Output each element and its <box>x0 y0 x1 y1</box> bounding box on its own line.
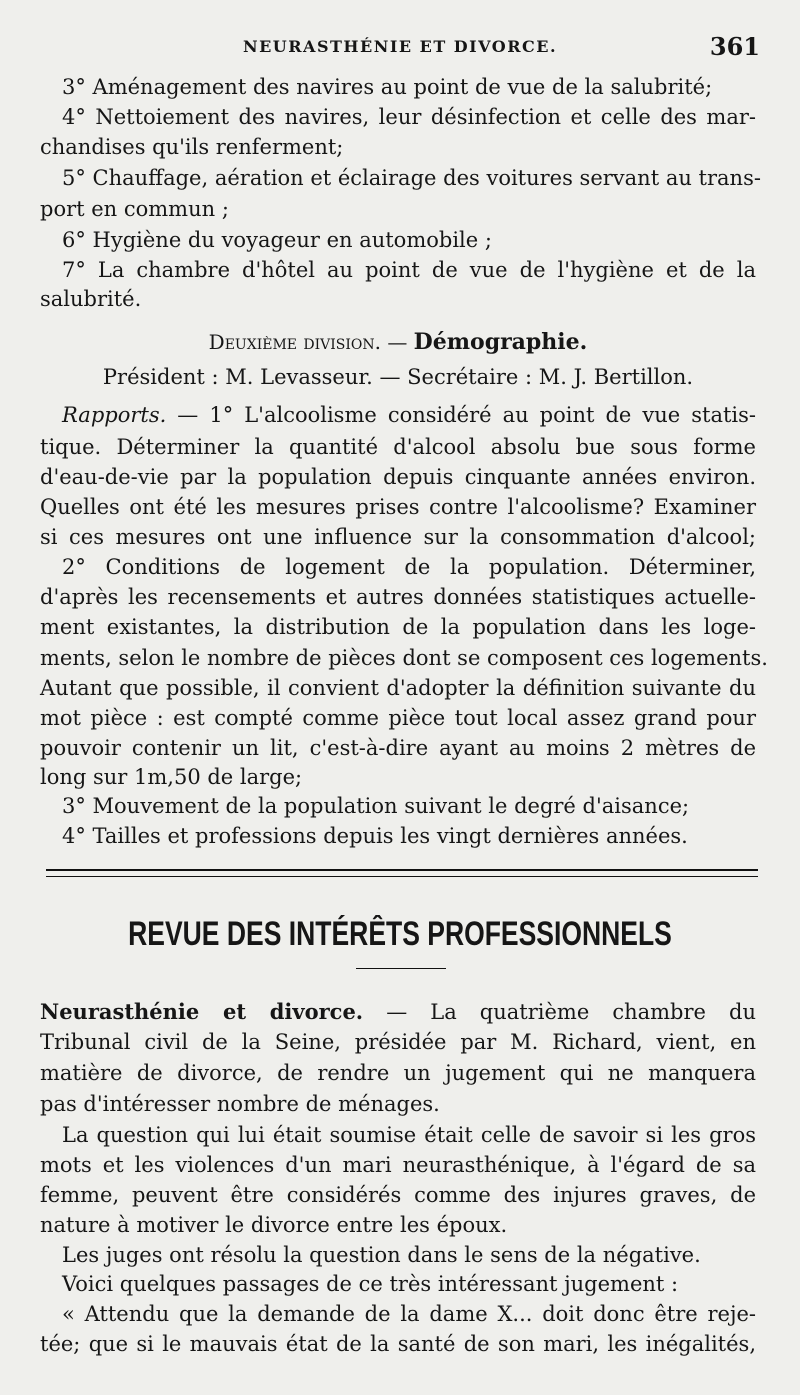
list-item-5-cont: port en commun ; <box>40 197 229 221</box>
article-lead-bold: Neurasthénie et divorce. <box>40 999 364 1024</box>
article-line: mots et les violences d'un mari neurasthénique, à l'égard de sa <box>40 1153 756 1177</box>
rapports-line: ment existantes, la distribution de la population dans les loge- <box>40 615 756 639</box>
rapports-line: Autant que possible, il convient d'adopter la définition suivante du <box>40 676 756 700</box>
article-line: pas d'intéresser nombre de ménages. <box>40 1092 440 1116</box>
article-line: « Attendu que la demande de la dame X... doit donc être reje- <box>62 1302 756 1326</box>
rapports-line: si ces mesures ont une influence sur la consommation d'alcool; <box>40 525 756 549</box>
article-line: tée; que si le mauvais état de la santé de son mari, les inégalités, <box>40 1332 756 1356</box>
rapports-label: Rapports. <box>62 403 167 427</box>
rapports-line: 3° Mouvement de la population suivant le degré d'aisance; <box>62 794 690 818</box>
page-header <box>40 32 760 62</box>
rapports-line: ments, selon le nombre de pièces dont se composent ces logements. <box>40 646 768 670</box>
division-officers: Président : M. Levasseur. — Secrétaire : M. J. Bertillon. <box>102 365 694 389</box>
article-line: femme, peuvent être considérés comme des injures graves, de <box>40 1183 756 1207</box>
rapports-line: 4° Tailles et professions depuis les vingt dernières années. <box>62 824 688 848</box>
list-item-4: 4° Nettoiement des navires, leur désinfection et celle des mar- <box>62 105 756 129</box>
division-heading <box>40 327 756 357</box>
list-item-3: 3° Aménagement des navires au point de vue de la salubrité; <box>62 75 713 99</box>
rapports-first-text: — 1° L'alcoolisme considéré au point de vue statis- <box>166 403 756 427</box>
rapports-line: Quelles ont été les mesures prises contre l'alcoolisme? Examiner <box>40 495 756 519</box>
list-item-6: 6° Hygiène du voyageur en automobile ; <box>62 228 492 252</box>
rapports-line: d'eau-de-vie par la population depuis cinquante années environ. <box>40 465 756 489</box>
section-title: REVUE DES INTÉRÊTS PROFESSIONNELS <box>128 915 672 953</box>
rapports-line: d'après les recensements et autres données statistiques actuelle- <box>40 585 756 609</box>
rapports-line: tique. Déterminer la quantité d'alcool absolu bue sous forme <box>40 435 756 459</box>
article-line: La question qui lui était soumise était celle de savoir si les gros <box>62 1123 756 1147</box>
list-item-7-cont: salubrité. <box>40 287 142 311</box>
rapports-first-line <box>40 400 756 430</box>
division-title: Démographie. <box>413 329 588 355</box>
article-line: nature à motiver le divorce entre les époux. <box>40 1213 508 1237</box>
division-label: Deuxième division. — <box>208 330 414 354</box>
rapports-line: 2° Conditions de logement de la population. Déterminer, <box>62 555 756 579</box>
article-line: Voici quelques passages de ce très intéressant jugement : <box>62 1272 679 1296</box>
article-line: Les juges ont résolu la question dans le sens de la négative. <box>62 1243 701 1267</box>
rapports-line: mot pièce : est compté comme pièce tout local assez grand pour <box>40 706 756 730</box>
article-lead <box>40 997 756 1027</box>
page-number: 361 <box>709 32 760 61</box>
list-item-7: 7° La chambre d'hôtel au point de vue de l'hygiène et de la <box>62 258 756 282</box>
article-line: Tribunal civil de la Seine, présidée par M. Richard, vient, en <box>40 1030 756 1054</box>
article-lead-rest: — La quatrième chambre du <box>363 1000 756 1024</box>
running-title: NEURASTHÉNIE ET DIVORCE. <box>242 37 558 56</box>
list-item-5: 5° Chauffage, aération et éclairage des voitures servant au trans- <box>62 166 761 190</box>
title-underline <box>356 968 446 969</box>
rapports-line: long sur 1m,50 de large; <box>40 765 303 789</box>
list-item-4-cont: chandises qu'ils renferment; <box>40 135 344 159</box>
article-line: matière de divorce, de rendre un jugement qui ne manquera <box>40 1061 756 1085</box>
section-divider-top <box>46 869 758 871</box>
section-divider-bottom <box>46 876 758 877</box>
rapports-line: pouvoir contenir un lit, c'est-à-dire ayant au moins 2 mètres de <box>40 736 756 760</box>
